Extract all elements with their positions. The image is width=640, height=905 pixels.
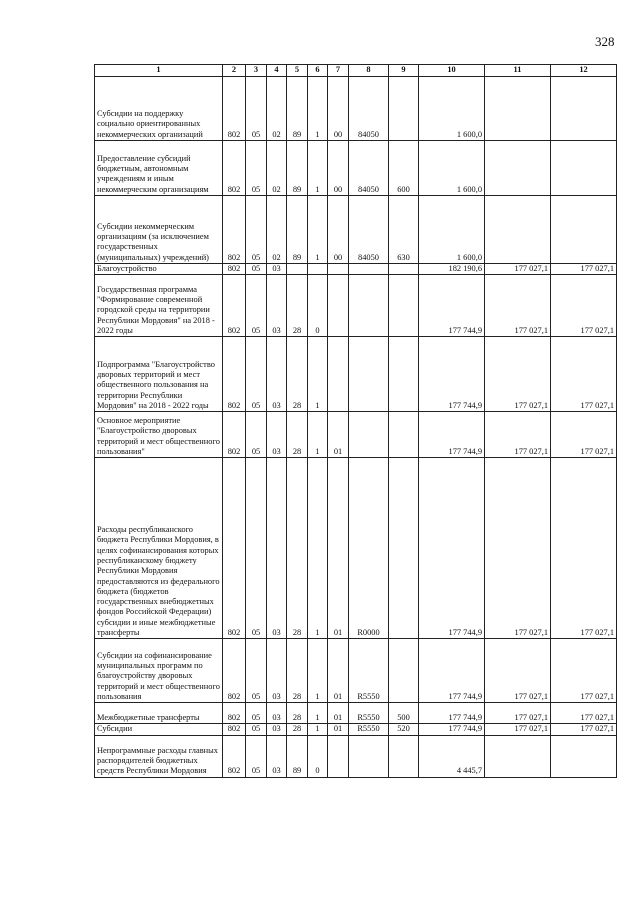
table-cell: [349, 735, 389, 777]
table-body: [95, 77, 617, 778]
table-cell: 03: [267, 264, 287, 275]
table-cell: 0: [308, 735, 328, 777]
row-name-cell: Субсидии: [95, 724, 223, 735]
column-header: 6: [308, 65, 328, 77]
table-cell: 802: [223, 639, 246, 703]
table-cell: 177 744,9: [419, 412, 485, 458]
table-cell: 84050: [349, 141, 389, 196]
table-cell: [287, 264, 308, 275]
table-cell: R5550: [349, 703, 389, 724]
table-cell: 01: [328, 412, 349, 458]
table-cell: [389, 275, 419, 337]
table-cell: 177 027,1: [485, 639, 551, 703]
table-cell: 177 744,9: [419, 337, 485, 412]
table-cell: 177 027,1: [551, 458, 617, 639]
column-header: 7: [328, 65, 349, 77]
table-cell: 600: [389, 141, 419, 196]
table-cell: 802: [223, 264, 246, 275]
table-cell: [389, 412, 419, 458]
table-row: [95, 458, 617, 639]
table-cell: 177 027,1: [485, 337, 551, 412]
table-cell: 02: [267, 141, 287, 196]
table-cell: 00: [328, 77, 349, 141]
table-cell: 05: [246, 458, 267, 639]
table-cell: 1 600,0: [419, 77, 485, 141]
table-cell: [308, 264, 328, 275]
table-cell: 182 190,6: [419, 264, 485, 275]
row-name-cell: Расходы республиканского бюджета Республики Мордовия, в целях софинансирования которых республиканскому бюджету Республики Мордовия предоставляются из федерального бюджета (бюджетов государственных внебюджетных фондов Российской Федерации) субсидии и иные межбюджетные трансферты: [95, 458, 223, 639]
row-name-cell: Государственная программа "Формирование современной городской среды на территории Республики Мордовия" на 2018 - 2022 годы: [95, 275, 223, 337]
table-cell: 03: [267, 275, 287, 337]
table-cell: [485, 735, 551, 777]
table-cell: 1 600,0: [419, 196, 485, 264]
table-cell: R0000: [349, 458, 389, 639]
table-cell: [328, 275, 349, 337]
table-cell: [349, 412, 389, 458]
table-cell: 1: [308, 412, 328, 458]
table-cell: 177 027,1: [551, 639, 617, 703]
table-cell: 03: [267, 639, 287, 703]
table-cell: 4 445,7: [419, 735, 485, 777]
table-cell: 89: [287, 735, 308, 777]
table-cell: 177 027,1: [485, 264, 551, 275]
table-cell: [328, 264, 349, 275]
table-cell: [551, 141, 617, 196]
table-row: [95, 196, 617, 264]
table-cell: [349, 275, 389, 337]
table-cell: 00: [328, 141, 349, 196]
table-cell: 1: [308, 337, 328, 412]
row-name-cell: Субсидии на поддержку социально ориентированных некоммерческих организаций: [95, 77, 223, 141]
table-cell: 05: [246, 337, 267, 412]
table-cell: 1: [308, 141, 328, 196]
table-cell: 05: [246, 724, 267, 735]
table-cell: 05: [246, 639, 267, 703]
table-cell: 03: [267, 458, 287, 639]
row-name-cell: Подпрограмма "Благоустройство дворовых территорий и мест общественного пользования на территории Республики Мордовия" на 2018 - 2022 годы: [95, 337, 223, 412]
column-header: 4: [267, 65, 287, 77]
column-header: 2: [223, 65, 246, 77]
table-cell: 0: [308, 275, 328, 337]
table-cell: [389, 735, 419, 777]
table-row: [95, 264, 617, 275]
table-cell: 177 744,9: [419, 639, 485, 703]
table-cell: 84050: [349, 77, 389, 141]
table-cell: 00: [328, 196, 349, 264]
table-cell: [485, 77, 551, 141]
table-cell: 802: [223, 458, 246, 639]
table-cell: 28: [287, 458, 308, 639]
table-cell: 802: [223, 724, 246, 735]
table-cell: 177 027,1: [551, 412, 617, 458]
table-cell: 802: [223, 275, 246, 337]
table-cell: 03: [267, 703, 287, 724]
row-name-cell: Основное мероприятие "Благоустройство дворовых территорий и мест общественного пользования": [95, 412, 223, 458]
table-cell: 28: [287, 724, 308, 735]
table-cell: 05: [246, 703, 267, 724]
table-cell: 802: [223, 337, 246, 412]
table-row: [95, 735, 617, 777]
table-cell: 02: [267, 196, 287, 264]
column-header: 11: [485, 65, 551, 77]
table-cell: 84050: [349, 196, 389, 264]
table-cell: 05: [246, 735, 267, 777]
table-cell: 05: [246, 77, 267, 141]
table-cell: 02: [267, 77, 287, 141]
table-cell: 01: [328, 724, 349, 735]
table-cell: [328, 735, 349, 777]
header-row: [95, 65, 617, 77]
table-cell: 05: [246, 264, 267, 275]
row-name-cell: Предоставление субсидий бюджетным, автономным учреждениям и иным некоммерческим организациям: [95, 141, 223, 196]
table-cell: 03: [267, 735, 287, 777]
table-cell: 802: [223, 196, 246, 264]
table-cell: 1 600,0: [419, 141, 485, 196]
table-row: [95, 703, 617, 724]
table-cell: 03: [267, 412, 287, 458]
table-cell: 1: [308, 724, 328, 735]
table-cell: 28: [287, 275, 308, 337]
table-cell: 28: [287, 639, 308, 703]
table-cell: [551, 196, 617, 264]
table-row: [95, 639, 617, 703]
table-cell: 01: [328, 639, 349, 703]
table-cell: 1: [308, 703, 328, 724]
table-cell: [349, 337, 389, 412]
table-row: [95, 141, 617, 196]
table-cell: 89: [287, 77, 308, 141]
table-cell: 802: [223, 735, 246, 777]
table-cell: 1: [308, 639, 328, 703]
table-cell: 177 027,1: [485, 275, 551, 337]
table-cell: 177 744,9: [419, 275, 485, 337]
table-cell: 1: [308, 77, 328, 141]
table-cell: 177 027,1: [485, 412, 551, 458]
column-header: 1: [95, 65, 223, 77]
table-cell: 28: [287, 337, 308, 412]
table-cell: 05: [246, 141, 267, 196]
column-header: 10: [419, 65, 485, 77]
table-cell: [328, 337, 349, 412]
table-cell: [485, 141, 551, 196]
table-cell: 1: [308, 458, 328, 639]
table-cell: [551, 77, 617, 141]
table-cell: 05: [246, 412, 267, 458]
table-cell: 89: [287, 141, 308, 196]
table-cell: 177 027,1: [551, 275, 617, 337]
table-cell: [349, 264, 389, 275]
table-cell: [389, 458, 419, 639]
table-cell: [551, 735, 617, 777]
budget-table: [94, 64, 617, 778]
column-header: 8: [349, 65, 389, 77]
table-cell: 177 027,1: [551, 337, 617, 412]
table-cell: [389, 337, 419, 412]
table-row: [95, 77, 617, 141]
table-cell: [389, 639, 419, 703]
table-row: [95, 412, 617, 458]
table-cell: 802: [223, 703, 246, 724]
table-cell: 28: [287, 412, 308, 458]
row-name-cell: Непрограммные расходы главных распорядителей бюджетных средств Республики Мордовия: [95, 735, 223, 777]
column-header: 9: [389, 65, 419, 77]
table-cell: R5550: [349, 639, 389, 703]
table-cell: 28: [287, 703, 308, 724]
table-cell: 177 027,1: [551, 724, 617, 735]
table-cell: R5550: [349, 724, 389, 735]
table-cell: 1: [308, 196, 328, 264]
table-cell: 01: [328, 458, 349, 639]
table-cell: 177 027,1: [485, 458, 551, 639]
row-name-cell: Межбюджетные трансферты: [95, 703, 223, 724]
table-cell: 05: [246, 196, 267, 264]
column-header: 3: [246, 65, 267, 77]
row-name-cell: Субсидии на софинансирование муниципальных программ по благоустройству дворовых территорий и мест общественного пользования: [95, 639, 223, 703]
table-cell: 177 027,1: [551, 703, 617, 724]
table-cell: 177 744,9: [419, 724, 485, 735]
table-cell: 500: [389, 703, 419, 724]
table-cell: 802: [223, 412, 246, 458]
table-cell: 630: [389, 196, 419, 264]
table-cell: 802: [223, 141, 246, 196]
column-header: 12: [551, 65, 617, 77]
table-cell: 03: [267, 337, 287, 412]
table-cell: [389, 77, 419, 141]
table-cell: 177 027,1: [485, 703, 551, 724]
table-cell: 177 744,9: [419, 703, 485, 724]
table-cell: [485, 196, 551, 264]
table-cell: [389, 264, 419, 275]
column-header: 5: [287, 65, 308, 77]
table-row: [95, 724, 617, 735]
table-cell: 177 027,1: [485, 724, 551, 735]
table-cell: 802: [223, 77, 246, 141]
table-cell: 89: [287, 196, 308, 264]
table-cell: 177 744,9: [419, 458, 485, 639]
table-cell: 01: [328, 703, 349, 724]
table-cell: 520: [389, 724, 419, 735]
page-number: 328: [595, 34, 615, 49]
table-cell: 05: [246, 275, 267, 337]
table-cell: 03: [267, 724, 287, 735]
table-row: [95, 337, 617, 412]
table-cell: 177 027,1: [551, 264, 617, 275]
row-name-cell: Субсидии некоммерческим организациям (за исключением государственных (муниципальных) учреждений): [95, 196, 223, 264]
table-row: [95, 275, 617, 337]
row-name-cell: Благоустройство: [95, 264, 223, 275]
